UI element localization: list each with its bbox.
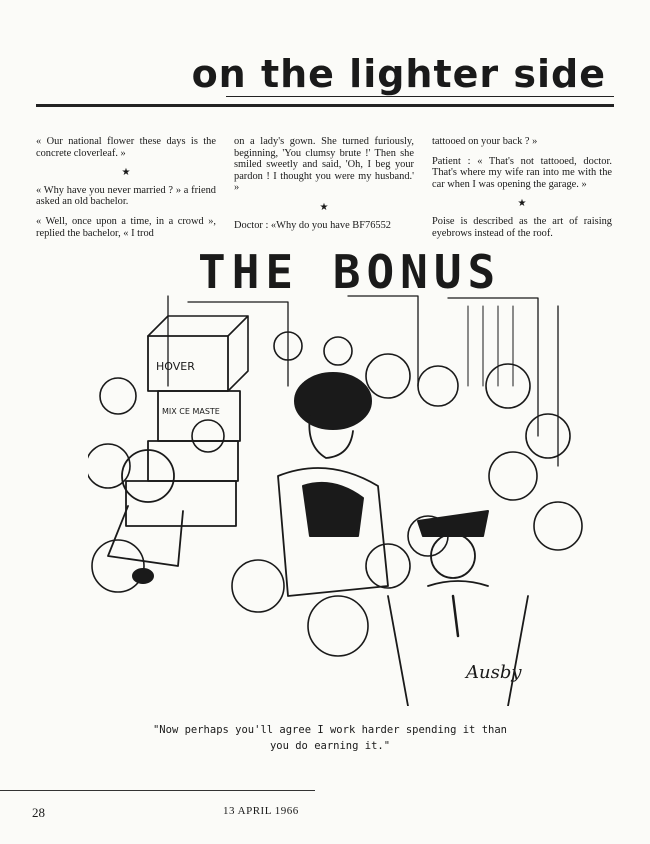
box-label-mixmaster: MIX CE MASTE (162, 407, 220, 416)
joke-paragraph: « Why have you never married ? » a friend asked an old bachelor. (36, 184, 216, 208)
column-1 (36, 136, 216, 247)
cartoon-heading: THE BONUS (198, 245, 502, 299)
jokes-columns (36, 136, 614, 247)
column-2 (234, 136, 414, 247)
footer-rule (0, 790, 315, 791)
joke-paragraph: tattooed on your back ? » (432, 136, 538, 147)
header-rule (36, 104, 614, 107)
joke-paragraph: « Our national flower these days is the concrete cloverleaf. » (36, 136, 216, 159)
issue-date: 13 APRIL 1966 (223, 805, 299, 817)
cartoon-caption (120, 722, 540, 754)
stack-of-boxes (126, 316, 248, 526)
joke-paragraph: Poise is described as the art of raising eyebrows instead of the roof. (432, 215, 612, 239)
header-rule-thin (226, 96, 614, 97)
column-3 (432, 136, 612, 247)
star-separator: ★ (517, 198, 527, 210)
box-label-hover: HOVER (156, 360, 195, 373)
joke-paragraph: on a lady's gown. She turned furiously, beginning, 'You clumsy brute !' Then she smiled sweetly and said, 'Oh, I beg your pardon ! I thought you were my husband.' » (234, 136, 414, 194)
page-title: on the lighter side (191, 52, 606, 96)
woman-with-hat (278, 373, 388, 596)
crying-child (108, 450, 183, 583)
caption-line-1: "Now perhaps you'll agree I work harder spending it than (152, 724, 507, 736)
star-separator: ★ (319, 201, 329, 213)
caption-line-2: you do earning it." (269, 740, 391, 752)
joke-paragraph: Doctor : «Why do you have BF76552 (234, 219, 391, 231)
bonus-cartoon (88, 236, 588, 706)
star-separator: ★ (121, 167, 131, 179)
joke-paragraph: « Well, once upon a time, in a crowd », replied the bachelor, « I trod (36, 215, 216, 239)
artist-signature: Ausby (466, 662, 522, 683)
joke-paragraph: Patient : « That's not tattooed, doctor. That's where my wife ran into me with the car when I was opening the garage. » (432, 155, 612, 190)
page-number: 28 (32, 805, 45, 820)
